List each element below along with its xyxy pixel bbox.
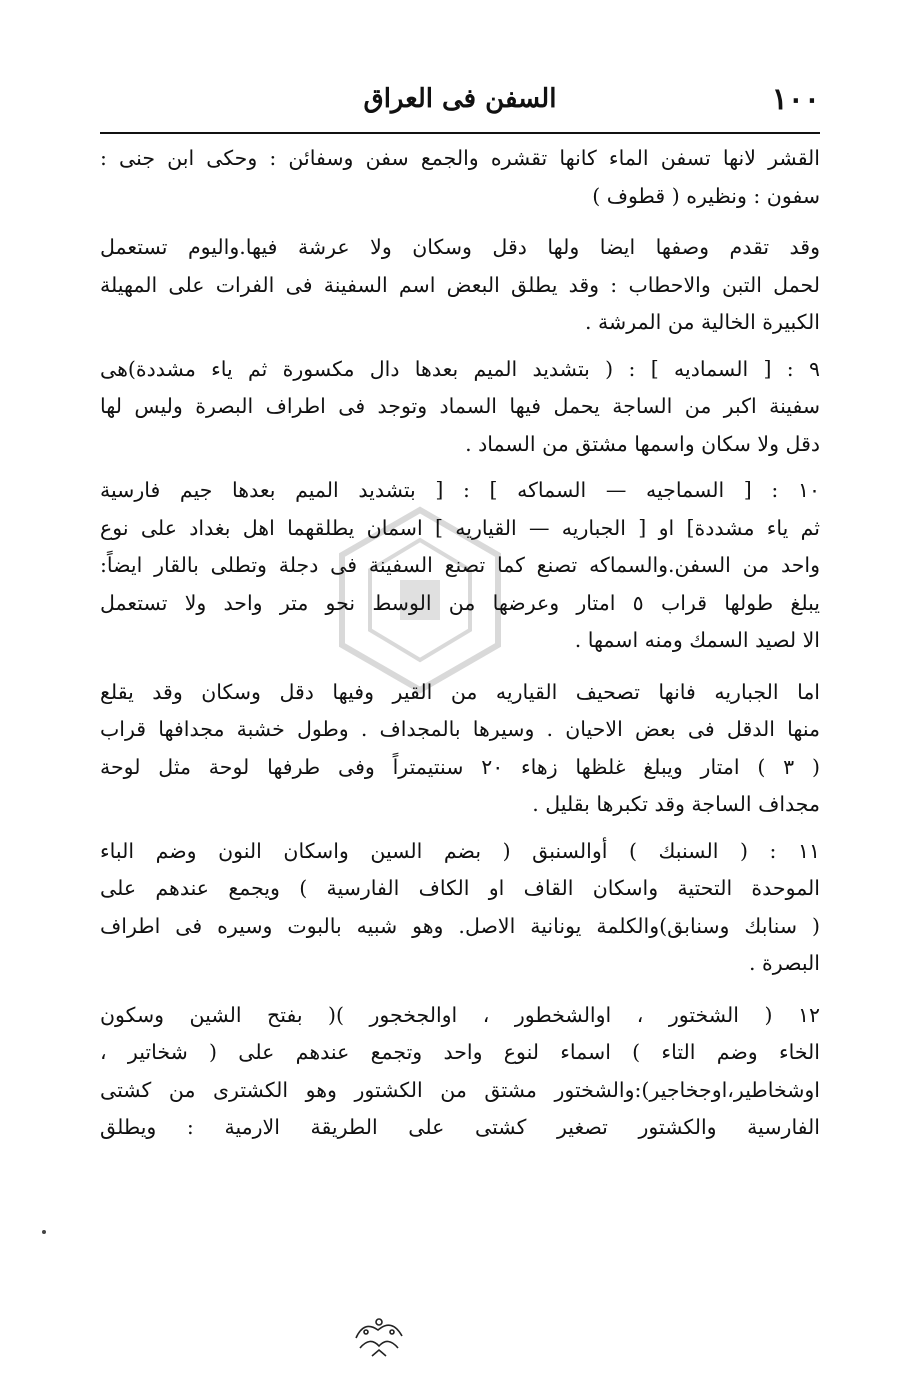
text-line: لحمل التبن والاحطاب : وقد يطلق البعض اسم السفينة فى الفرات على المهيلة	[100, 272, 820, 297]
running-title: السفن فى العراق	[363, 84, 557, 114]
text-line: ( ٣ ) امتار ويبلغ غلظها زهاء ٢٠ سنتيمتراً وفى طرفها لوحة مثل لوحة	[100, 754, 820, 779]
text-line: ( سنابك وسنابق)والكلمة يونانية الاصل. وهو شبيه بالبوت وسيره فى اطراف	[100, 913, 820, 938]
section-11	[100, 833, 820, 983]
text-line: ١٠ : [ السماجيه — السماكه ] : [ بتشديد الميم بعدها جيم فارسية	[100, 478, 820, 502]
text-line: اما الجباريه فانها تصحيف القياريه من القير وفيها دقل وسكان وقد يقلع	[100, 679, 820, 704]
paragraph-2	[100, 229, 820, 342]
text-line: سفينة اكبر من الساجة يحمل فيها السماد وتوجد فى اطراف البصرة وليس لها	[100, 394, 820, 418]
text-line: ١٢ ( الشختور ، اوالشخطور ، اوالجخجور )( بفتح الشين وسكون	[100, 1002, 820, 1027]
text-line: منها الدقل فى بعض الاحيان . وسيرها بالمجداف . وطول خشبة مجدافها قراب	[100, 717, 820, 741]
page-header	[100, 70, 820, 130]
section-9	[100, 351, 820, 464]
text-line: دقل ولا سكان واسمها مشتق من السماد .	[465, 431, 820, 456]
text-line: ٩ : [ السماديه ] : ( بتشديد الميم بعدها دال مكسورة ثم ياء مشددة)هى	[100, 356, 820, 381]
text-line: القشر لانها تسفن الماء كانها تقشره والجمع سفن وسفائن : وحكى ابن جنى :	[100, 146, 820, 170]
text-line: سفون : ونظيره ( قطوف )	[592, 183, 820, 208]
header-rule	[100, 132, 820, 134]
section-12	[100, 997, 820, 1147]
text-line: الفارسية والكشتور تصغير كشتى على الطريقة الارمية : ويطلق	[100, 1115, 820, 1139]
text-line: الموحدة التحتية واسكان القاف او الكاف الفارسية ) ويجمع عندهم على	[100, 876, 820, 900]
section-10	[100, 472, 820, 660]
text-line: واحد من السفن.والسماكه تصنع كما تصنع السفينة فى دجلة وتطلى بالقار ايضاً:	[100, 553, 820, 577]
text-line: الخاء وضم التاء ) اسماء لنوع واحد وتجمع عندهم على ( شخاتير ،	[100, 1040, 820, 1064]
page-number: ١٠٠	[771, 82, 820, 117]
text-line: ثم ياء مشددة] او [ الجباريه — القياريه ] اسمان يطلقهما اهل بغداد على نوع	[100, 515, 820, 540]
text-line: اوشخاطير،اوجخاجير):والشختور مشتق من الكشتور وهو الكشترى من كشتى	[100, 1077, 820, 1102]
text-line: وقد تقدم وصفها ايضا ولها دقل وسكان ولا عرشة فيها.واليوم تستعمل	[100, 235, 820, 259]
page-ornament-icon	[348, 1308, 410, 1362]
body-text	[100, 140, 820, 1147]
text-line: مجداف الساجة وقد تكبرها بقليل .	[532, 792, 820, 816]
text-line: يبلغ طولها قراب ٥ امتار وعرضها من الوسط نحو متر واحد ولا تستعمل	[100, 590, 820, 615]
text-line: الا لصيد السمك ومنه اسمها .	[574, 628, 820, 652]
paragraph-1	[100, 140, 820, 215]
paragraph-jabbariya	[100, 674, 820, 824]
text-line: ١١ : ( السنبك ) أوالسنبق ( بضم السين واسكان النون وضم الباء	[100, 838, 820, 863]
margin-mark	[42, 1230, 46, 1234]
text-line: الكبيرة الخالية من المرشة .	[585, 310, 820, 334]
text-line: البصرة .	[749, 951, 820, 975]
